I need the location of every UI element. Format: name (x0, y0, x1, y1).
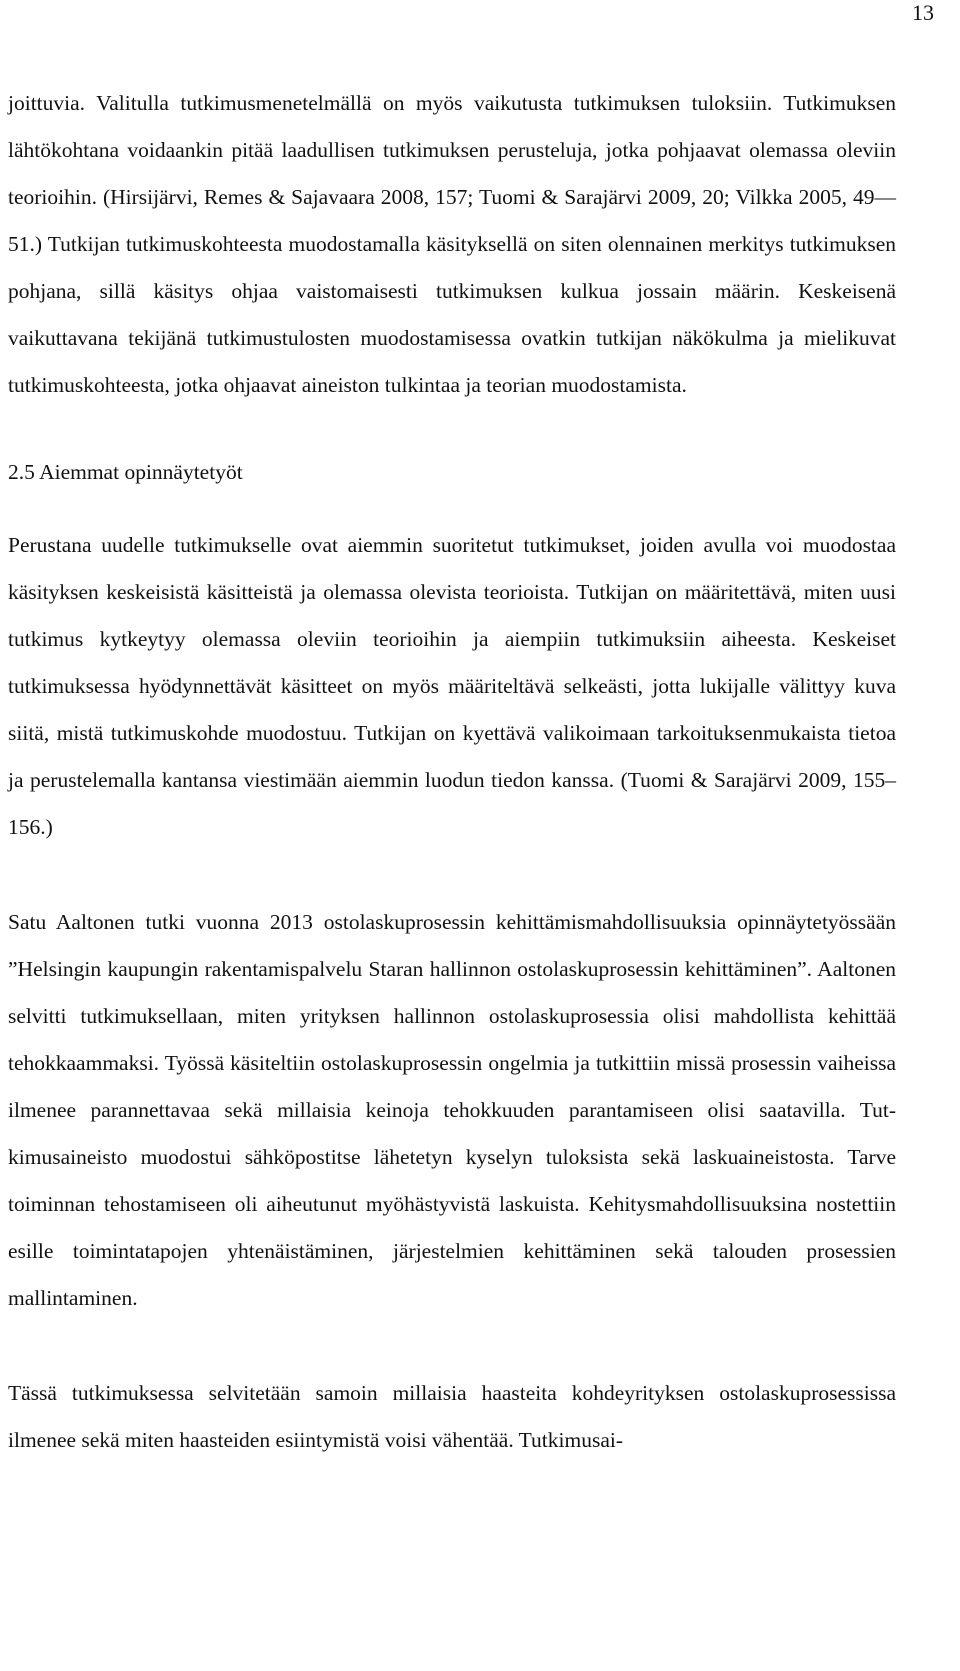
page-number: 13 (912, 0, 934, 25)
document-body (8, 80, 896, 1464)
paragraph-previous-research: Perustana uudelle tutkimukselle ovat aiemmin suoritetut tutkimukset, joiden avulla voi muodostaa käsityksen keskeisistä käsitteistä ja olemassa olevista teorioista. Tutkijan on määritettävä, miten uusi tutkimus kytkeytyy olemassa oleviin teorioihin ja aiempiin tutkimuksiin aiheesta. Keskeiset tutkimuksessa hyödynnettävät käsitteet on myös määriteltävä selkeästi, jotta lukijalle välittyy kuva siitä, mistä tutkimuskohde muodostuu. Tutkijan on kyettävä valikoimaan tarkoituksenmukaista tietoa ja perustelemalla kantansa viestimään aiemmin luodun tiedon kanssa. (Tuomi & Sarajärvi 2009, 155–156.) (8, 533, 896, 839)
paragraph-aaltonen-thesis: Satu Aaltonen tutki vuonna 2013 ostolaskuprosessin kehittämismahdollisuuksia opinnäytetyössään ”Helsingin kaupungin rakentamispalvelu Staran hallinnon ostolaskuprosessin kehittäminen”. Aaltonen selvitti tutkimuksellaan, miten yrityksen hallinnon ostolaskuprosessia olisi mahdollista kehittää tehokkaammaksi. Työssä käsiteltiin ostolaskuprosessin ongelmia ja tutkittiin missä prosessin vaiheissa ilmenee parannettavaa sekä millaisia keinoja tehokkuuden parantamiseen olisi saatavilla. Tutkimusaineisto muodostui sähköpostitse lähetetyn kyselyn tuloksista sekä laskuainеistosta. Tarve toiminnan tehostamiseen oli aiheutunut myöhästyvistä laskuista. Kehitysmahdollisuuksina nostettiin esille toimintatapojen yhtenäistäminen, järjestelmien kehittäminen sekä talouden prosessien mallintaminen. (8, 910, 896, 1310)
section-heading: 2.5 Aiemmat opinnäytetyöt (8, 460, 243, 484)
paragraph-intro: joittuvia. Valitulla tutkimusmenetelmällä on myös vaikutusta tutkimuksen tuloksiin. Tutkimuksen lähtökohtana voidaankin pitää laadullisen tutkimuksen perusteluja, jotka pohjaavat olemassa oleviin teorioihin. (Hirsijärvi, Remes & Sajavaara 2008, 157; Tuomi & Sarajärvi 2009, 20; Vilkka 2005, 49—51.) Tutkijan tutkimuskohteesta muodostamalla käsityksellä on siten olennainen merkitys tutkimuksen pohjana, sillä käsitys ohjaa vaistomaisesti tutkimuksen kulkua jossain määrin. Keskeisenä vaikuttavana tekijänä tutkimustulosten muodostamisessa ovatkin tutkijan näkökulma ja mielikuvat tutkimuskohteesta, jotka ohjaavat aineiston tulkintaa ja teorian muodostamista. (8, 91, 896, 397)
paragraph-this-study: Tässä tutkimuksessa selvitetään samoin millaisia haasteita kohdeyrityksen ostolaskuprosessissa ilmenee sekä miten haasteiden esiintymistä voisi vähentää. Tutkimusai- (8, 1381, 896, 1452)
